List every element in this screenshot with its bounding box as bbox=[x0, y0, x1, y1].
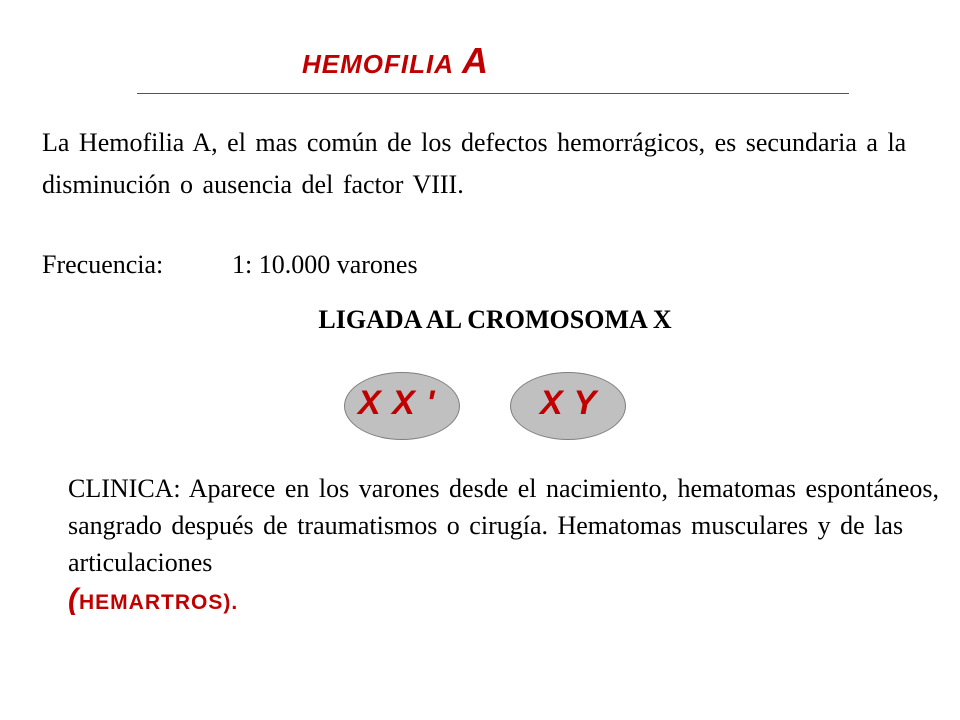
title-underline bbox=[137, 93, 849, 94]
title-main: HEMOFILIA bbox=[302, 49, 454, 79]
clinica-text: CLINICA: Aparece en los varones desde el nacimiento, hematomas espontáneos, sangrado después de traumatismos o cirugía. Hematomas musculares y de las articulaciones bbox=[68, 474, 940, 577]
hemartros-label bbox=[68, 583, 239, 616]
hemartros-paren: ( bbox=[68, 583, 79, 616]
clinica-paragraph bbox=[68, 470, 948, 621]
female-chromosome-label: X X ' bbox=[358, 384, 436, 422]
male-chromosome-label: X Y bbox=[540, 384, 598, 422]
frequency-value: 1: 10.000 varones bbox=[232, 250, 418, 279]
linkage-heading: LIGADA AL CROMOSOMA X bbox=[318, 305, 672, 334]
frequency-label: Frecuencia: bbox=[42, 250, 164, 279]
title-letter: A bbox=[462, 40, 489, 81]
intro-paragraph: La Hemofilia A, el mas común de los defectos hemorrágicos, es secundaria a la disminución o ausencia del factor VIII. bbox=[42, 128, 907, 199]
page-title bbox=[302, 40, 489, 82]
hemartros-text: HEMARTROS). bbox=[79, 591, 239, 614]
